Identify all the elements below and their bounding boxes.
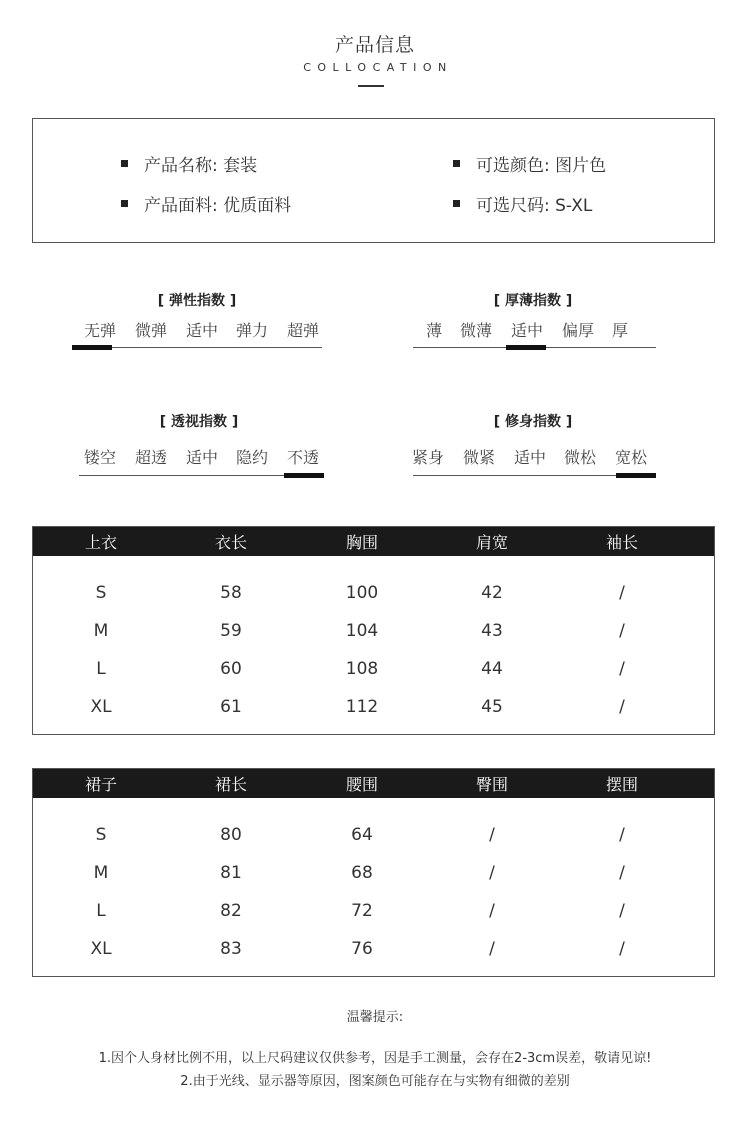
- product-info-box: [32, 118, 715, 243]
- table-cell: 68: [351, 863, 373, 883]
- thickness-option: 适中: [510, 321, 544, 340]
- table-cell: /: [619, 659, 625, 679]
- thickness-option: 厚: [611, 321, 629, 340]
- bullet-icon: [121, 200, 128, 207]
- transparency-option: 适中: [185, 448, 219, 467]
- transparency-option: 超透: [134, 448, 168, 467]
- transparency-option: 镂空: [83, 448, 117, 467]
- header-cell: 裙长: [214, 775, 248, 794]
- product-color-item: [453, 151, 606, 176]
- table-cell: 59: [220, 621, 242, 641]
- transparency-selected-marker: [284, 473, 324, 478]
- table-cell: 58: [220, 583, 242, 603]
- product-color-text: 可选颜色: 图片色: [476, 156, 607, 176]
- header-cell: 衣长: [214, 533, 248, 552]
- table-cell: 112: [345, 697, 379, 717]
- fit-option: 适中: [513, 448, 547, 467]
- table-cell: /: [489, 863, 495, 883]
- table-cell: 42: [481, 583, 503, 603]
- table-cell: 45: [481, 697, 503, 717]
- table-cell: /: [619, 621, 625, 641]
- table-cell: 64: [351, 825, 373, 845]
- skirt-table-header: [33, 769, 714, 798]
- table-cell: /: [619, 901, 625, 921]
- header-cell: 袖长: [605, 533, 639, 552]
- table-cell: /: [489, 825, 495, 845]
- header-cell: 上衣: [84, 533, 118, 552]
- table-cell: 80: [220, 825, 242, 845]
- fit-option: 微松: [563, 448, 597, 467]
- fit-option: 紧身: [411, 448, 445, 467]
- table-cell: /: [489, 939, 495, 959]
- fit-title: [ 修身指数 ]: [493, 414, 573, 430]
- table-cell: 108: [345, 659, 379, 679]
- page-title: 产品信息: [334, 34, 415, 56]
- table-cell: XL: [90, 697, 112, 717]
- elasticity-option: 超弹: [286, 321, 320, 340]
- table-cell: 60: [220, 659, 242, 679]
- table-cell: S: [95, 583, 107, 603]
- thickness-option: 薄: [425, 321, 443, 340]
- thickness-options: [408, 318, 658, 344]
- table-cell: 81: [220, 863, 242, 883]
- table-cell: /: [619, 697, 625, 717]
- thickness-option: 微薄: [459, 321, 493, 340]
- table-cell: L: [96, 901, 106, 921]
- table-cell: /: [619, 863, 625, 883]
- product-size-item: [453, 191, 592, 216]
- top-size-table: [32, 526, 715, 735]
- transparency-title: [ 透视指数 ]: [159, 414, 239, 430]
- table-cell: /: [619, 583, 625, 603]
- product-name-item: [121, 151, 257, 176]
- header-cell: 摆围: [605, 775, 639, 794]
- product-size-text: 可选尺码: S-XL: [476, 196, 593, 216]
- fit-option: 宽松: [614, 448, 648, 467]
- product-name-text: 产品名称: 套装: [144, 156, 258, 176]
- table-cell: /: [619, 825, 625, 845]
- tip-line-2: 2.由于光线、显示器等原因，图案颜色可能存在与实物有细微的差别: [180, 1074, 570, 1089]
- bullet-icon: [453, 200, 460, 207]
- product-fabric-text: 产品面料: 优质面料: [144, 196, 292, 216]
- page-subtitle: COLLOCATION: [303, 61, 453, 74]
- elasticity-selected-marker: [72, 345, 112, 350]
- thickness-selected-marker: [506, 345, 546, 350]
- header-cell: 臀围: [475, 775, 509, 794]
- elasticity-options: [72, 318, 322, 344]
- transparency-option: 隐约: [235, 448, 269, 467]
- fit-selected-marker: [616, 473, 656, 478]
- header-cell: 胸围: [345, 533, 379, 552]
- table-cell: 61: [220, 697, 242, 717]
- elasticity-title: [ 弹性指数 ]: [157, 293, 237, 309]
- tips-title: 温馨提示:: [346, 1010, 404, 1025]
- table-cell: 72: [351, 901, 373, 921]
- table-cell: M: [93, 621, 109, 641]
- header-cell: 肩宽: [475, 533, 509, 552]
- table-cell: 82: [220, 901, 242, 921]
- thickness-title: [ 厚薄指数 ]: [493, 293, 573, 309]
- table-cell: 43: [481, 621, 503, 641]
- table-cell: S: [95, 825, 107, 845]
- transparency-option: 不透: [286, 448, 320, 467]
- skirt-size-table: [32, 768, 715, 977]
- table-cell: 76: [351, 939, 373, 959]
- top-table-header: [33, 527, 714, 556]
- table-cell: M: [93, 863, 109, 883]
- elasticity-option: 无弹: [83, 321, 117, 340]
- table-cell: 100: [345, 583, 379, 603]
- table-cell: /: [489, 901, 495, 921]
- thickness-option: 偏厚: [561, 321, 595, 340]
- header-cell: 腰围: [345, 775, 379, 794]
- table-cell: /: [619, 939, 625, 959]
- table-cell: XL: [90, 939, 112, 959]
- bullet-icon: [121, 160, 128, 167]
- bullet-icon: [453, 160, 460, 167]
- fit-options: [408, 445, 658, 471]
- table-cell: L: [96, 659, 106, 679]
- elasticity-option: 微弹: [134, 321, 168, 340]
- header-cell: 裙子: [84, 775, 118, 794]
- fit-option: 微紧: [462, 448, 496, 467]
- table-cell: 104: [345, 621, 379, 641]
- product-fabric-item: [121, 191, 291, 216]
- transparency-options: [74, 445, 324, 471]
- elasticity-option: 适中: [185, 321, 219, 340]
- title-divider: [358, 85, 384, 87]
- table-cell: 44: [481, 659, 503, 679]
- elasticity-option: 弹力: [235, 321, 269, 340]
- table-cell: 83: [220, 939, 242, 959]
- tip-line-1: 1.因个人身材比例不用，以上尺码建议仅供参考，因是手工测量，会存在2-3cm误差，敬请见谅!: [98, 1051, 652, 1066]
